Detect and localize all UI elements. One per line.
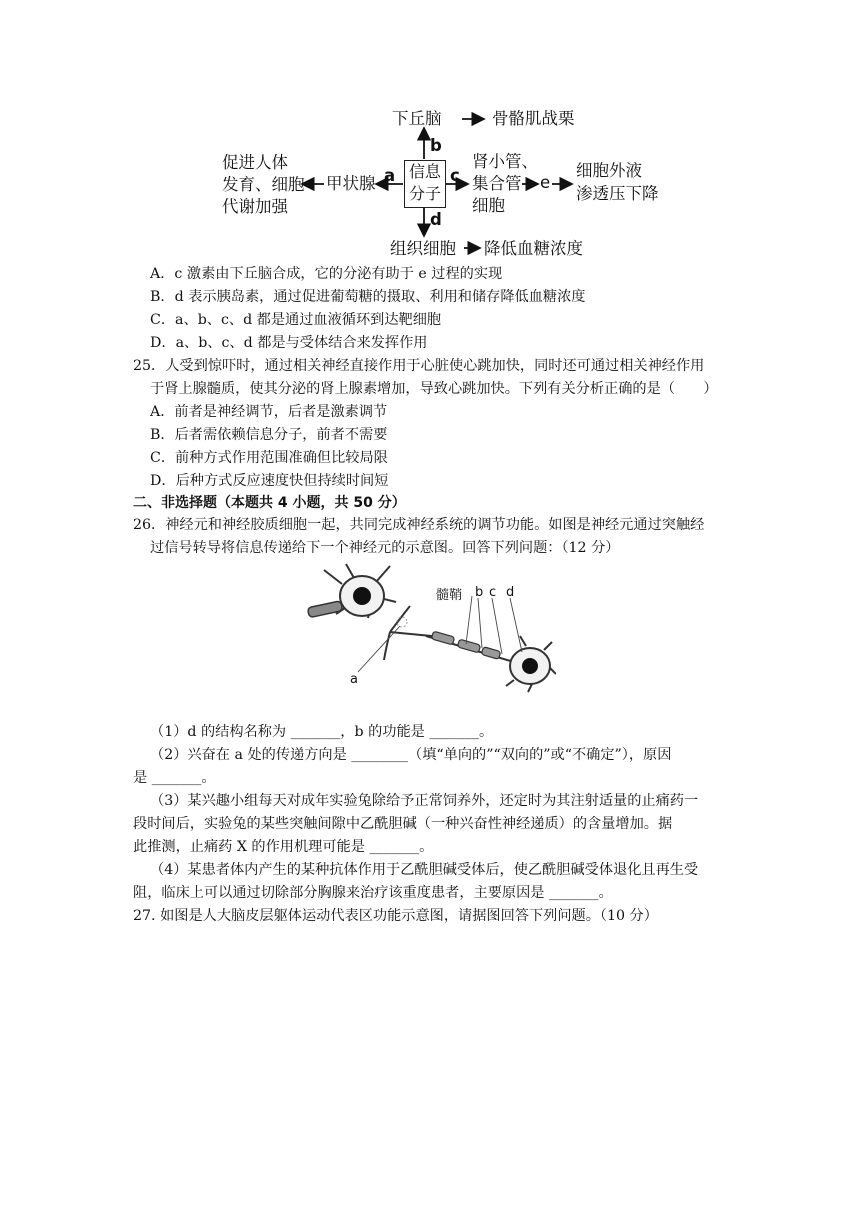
q25-option-a: A．前者是神经调节，后者是激素调节 — [150, 404, 388, 420]
neuron-illustration — [306, 556, 556, 694]
q26-sub1: （1）d 的结构名称为 _______，b 的功能是 _______。 — [150, 724, 494, 740]
q26-sub2-line2: 是 _______。 — [133, 770, 216, 786]
right-target-3: 细胞 — [472, 196, 505, 215]
section2-title: 二、非选择题（本题共 4 小题，共 50 分） — [133, 495, 406, 511]
right-target-1: 肾小管、 — [472, 152, 538, 171]
right-result-1: 细胞外液 — [576, 161, 642, 180]
top-result: 骨骼肌战栗 — [492, 109, 575, 128]
process-e: e — [540, 173, 551, 192]
neuron-synapse-diagram — [306, 556, 556, 694]
left-result-3: 代谢加强 — [222, 197, 288, 216]
q24-option-b: B．d 表示胰岛素，通过促进葡萄糖的摄取、利用和储存降低血糖浓度 — [150, 289, 586, 305]
q25-stem-line1: 25．人受到惊吓时，通过相关神经直接作用于心脏使心跳加快，同时还可通过相关神经作用 — [133, 358, 705, 374]
q25-option-b: B．后者需依赖信息分子，前者不需要 — [150, 427, 388, 443]
label-a: a — [350, 672, 358, 687]
right-target-2: 集合管 — [472, 174, 522, 193]
label-d: d — [506, 585, 515, 600]
myelin-label: 髓鞘 — [436, 588, 463, 603]
label-d: d — [430, 210, 442, 229]
bottom-result: 降低血糖浓度 — [484, 239, 583, 258]
q25-stem-line2: 于肾上腺髓质，使其分泌的肾上腺素增加，导致心跳加快。下列有关分析正确的是（ ） — [150, 381, 718, 397]
info-box-line2: 分子 — [408, 184, 441, 203]
label-a: a — [384, 166, 396, 185]
q26-sub2-line1: （2）兴奋在 a 处的传递方向是 ________（填“单向的”“双向的”或“不确定”），原因 — [150, 747, 672, 763]
right-result-2: 渗透压下降 — [576, 184, 659, 203]
q26-sub4-line1: （4）某患者体内产生的某种抗体作用于乙酰胆碱受体后，使乙酰胆碱受体退化且再生受 — [150, 862, 699, 878]
left-result-1: 促进人体 — [222, 153, 288, 172]
q24-option-c: C．a、b、c、d 都是通过血液循环到达靶细胞 — [150, 312, 442, 328]
bottom-target: 组织细胞 — [390, 239, 456, 258]
q27-stem: 27. 如图是人大脑皮层躯体运动代表区功能示意图，请据图回答下列问题。（10 分） — [133, 908, 658, 924]
info-molecule-box — [404, 160, 446, 208]
label-b: b — [475, 585, 484, 600]
top-target: 下丘脑 — [392, 109, 442, 128]
q26-stem-line2: 过信号转导将信息传递给下一个神经元的示意图。回答下列问题：（12 分） — [150, 540, 620, 556]
left-result-2: 发育、细胞 — [222, 175, 305, 194]
q26-sub3-line2: 段时间后，实验兔的某些突触间隙中乙酰胆碱（一种兴奋性神经递质）的含量增加。据 — [133, 816, 673, 832]
left-target: 甲状腺 — [326, 174, 376, 193]
q25-option-c: C．前种方式作用范围准确但比较局限 — [150, 450, 388, 466]
label-c: c — [489, 585, 497, 600]
q25-option-d: D．后种方式反应速度快但持续时间短 — [150, 473, 389, 489]
q26-sub3-line3: 此推测，止痛药 X 的作用机理可能是 _______。 — [133, 839, 434, 855]
q24-option-d: D．a、b、c、d 都是与受体结合来发挥作用 — [150, 335, 428, 351]
q26-sub3-line1: （3）某兴趣小组每天对成年实验兔除给予正常饲养外，还定时为其注射适量的止痛药一 — [150, 793, 699, 809]
info-box-line1: 信息 — [408, 162, 441, 181]
q26-stem-line1: 26．神经元和神经胶质细胞一起，共同完成神经系统的调节功能。如图是神经元通过突触经 — [133, 517, 705, 533]
q26-sub4-line2: 阻，临床上可以通过切除部分胸腺来治疗该重度患者，主要原因是 _______。 — [133, 885, 613, 901]
label-b: b — [430, 136, 442, 155]
label-c: c — [450, 166, 460, 185]
q24-option-a: A．c 激素由下丘脑合成，它的分泌有助于 e 过程的实现 — [150, 266, 503, 282]
signal-molecule-diagram — [218, 102, 670, 266]
